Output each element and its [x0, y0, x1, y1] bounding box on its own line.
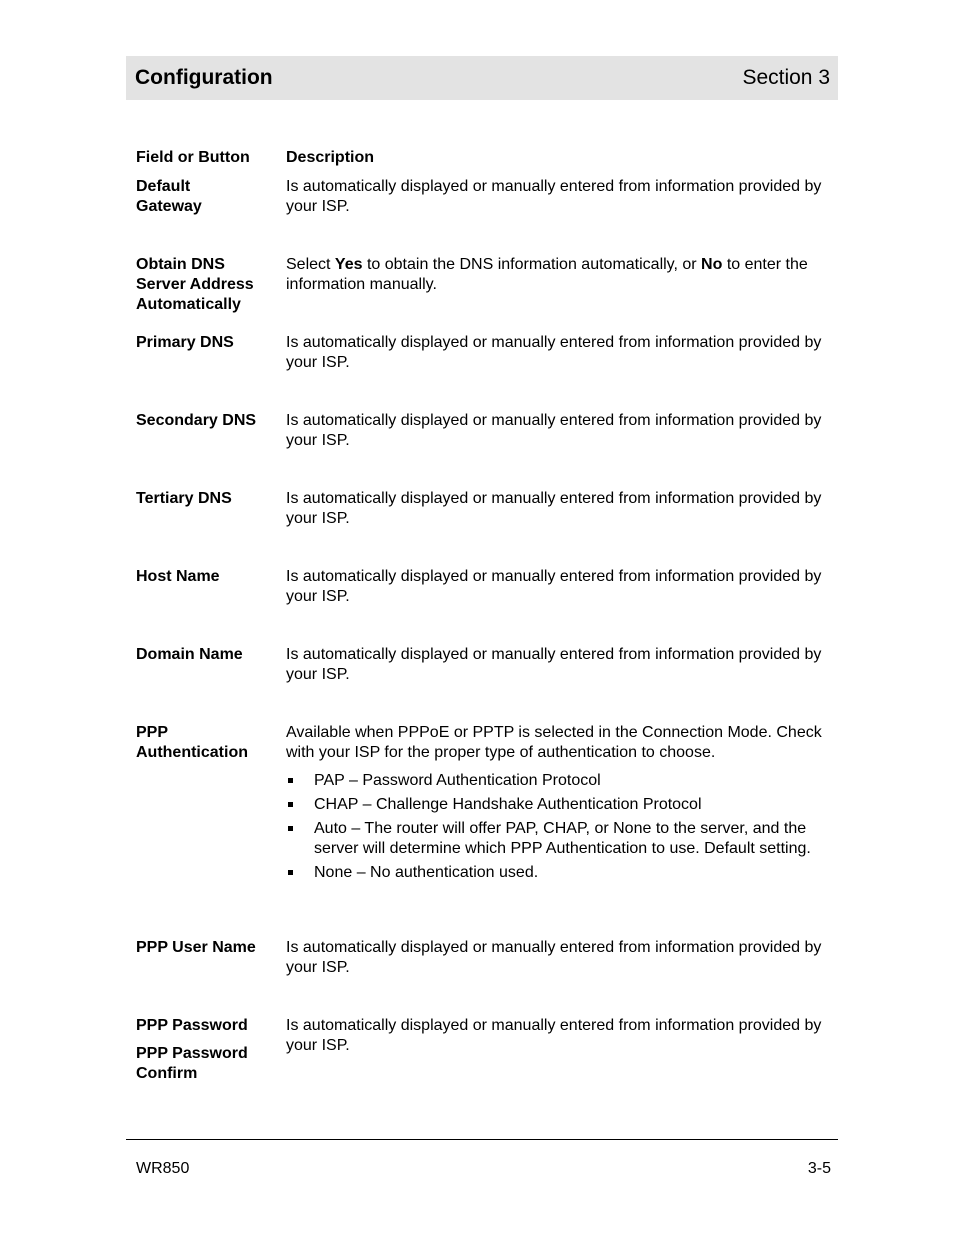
- list-item-text: None – No authentication used.: [314, 864, 539, 881]
- desc-no-emphasis: No: [701, 256, 723, 273]
- list-item: [286, 771, 831, 791]
- bullet-square-icon: [288, 778, 293, 783]
- page-header: [126, 56, 838, 100]
- row-label-host-name: Host Name: [136, 568, 220, 585]
- header-title: Configuration: [135, 66, 273, 89]
- row-desc-obtain-dns: [286, 255, 831, 295]
- row-desc-ppp-password: Is automatically displayed or manually entered from information provided by your ISP.: [286, 1017, 822, 1054]
- row-desc-secondary-dns: Is automatically displayed or manually entered from information provided by your ISP.: [286, 412, 822, 449]
- row-label-secondary-dns: Secondary DNS: [136, 412, 257, 429]
- list-item: [286, 795, 831, 815]
- bullet-square-icon: [288, 802, 293, 807]
- row-label-ppp-authentication: PPP Authentication: [136, 724, 248, 761]
- desc-text: Select: [286, 256, 335, 273]
- footer-page-number: 3-5: [807, 1160, 831, 1177]
- row-desc-default-gateway: Is automatically displayed or manually entered from information provided by your ISP.: [286, 178, 822, 215]
- list-item: [286, 863, 831, 883]
- footer-model: WR850: [136, 1160, 190, 1177]
- header-section: Section 3: [742, 66, 830, 89]
- row-label-ppp-password-confirm: PPP Password Confirm: [136, 1045, 248, 1082]
- row-label-ppp-user-name: PPP User Name: [136, 939, 256, 956]
- row-label-obtain-dns: Obtain DNS Server Address Automatically: [136, 256, 254, 313]
- desc-yes-emphasis: Yes: [334, 256, 363, 273]
- footer-divider: [126, 1139, 838, 1140]
- row-label-default-gateway: Default Gateway: [136, 178, 202, 215]
- list-item: [286, 819, 831, 859]
- list-item-text: CHAP – Challenge Handshake Authentication Protocol: [314, 796, 702, 813]
- row-label-primary-dns: Primary DNS: [136, 334, 234, 351]
- row-desc-ppp-user-name: Is automatically displayed or manually entered from information provided by your ISP.: [286, 939, 822, 976]
- row-desc-primary-dns: Is automatically displayed or manually entered from information provided by your ISP.: [286, 334, 822, 371]
- column-header-field: Field or Button: [136, 149, 250, 166]
- row-label-domain-name: Domain Name: [136, 646, 243, 663]
- list-item-text: Auto – The router will offer PAP, CHAP, or None to the server, and the server will determine which PPP Authentication to use. Default setting.: [314, 820, 811, 857]
- column-header-description: Description: [286, 149, 375, 166]
- desc-text: to enter the information manually.: [286, 256, 808, 293]
- row-label-ppp-password: PPP Password: [136, 1017, 248, 1034]
- row-desc-domain-name: Is automatically displayed or manually entered from information provided by your ISP.: [286, 646, 822, 683]
- row-desc-ppp-authentication: Available when PPPoE or PPTP is selected in the Connection Mode. Check with your ISP for the proper type of authentication to choose.: [286, 724, 822, 761]
- row-desc-host-name: Is automatically displayed or manually entered from information provided by your ISP.: [286, 568, 822, 605]
- authentication-options-list: [286, 771, 831, 887]
- bullet-square-icon: [288, 826, 293, 831]
- list-item-text: PAP – Password Authentication Protocol: [314, 772, 601, 789]
- desc-text: to obtain the DNS information automatically, or: [362, 256, 702, 273]
- row-desc-tertiary-dns: Is automatically displayed or manually entered from information provided by your ISP.: [286, 490, 822, 527]
- bullet-square-icon: [288, 870, 293, 875]
- row-label-tertiary-dns: Tertiary DNS: [136, 490, 232, 507]
